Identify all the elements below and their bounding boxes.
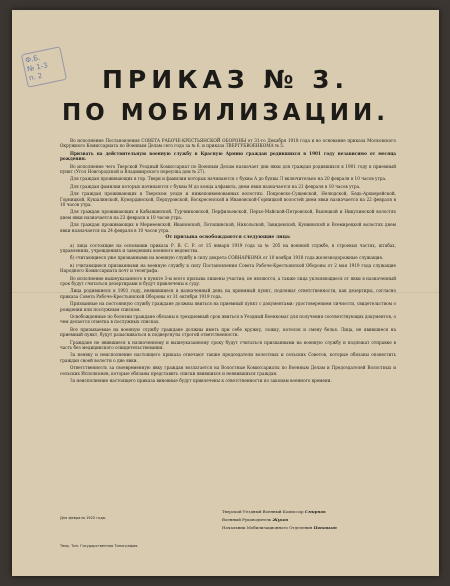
paragraph: Для граждан проживающих в Кабыжинской, Турчинковской, Перфильевской, Перхо-Майской-Петровской, Выпецкой и Никулинской волостях днем явки назначается на 23 февраля в 10 часов утра. — [60, 209, 396, 220]
signature-row — [222, 516, 402, 524]
poster-sheet — [12, 10, 439, 576]
paragraph: Для граждан фамилии которых начинаются с буквы М до конца алфавита, днем явки назначается на 21 февраля в 10 часов утра. — [70, 183, 361, 189]
signature-name: Поповкин — [313, 525, 337, 530]
order-body — [60, 138, 396, 385]
signature-block — [222, 508, 402, 532]
signature-row — [222, 524, 402, 532]
paragraph: в) считающиеся призванными на военную службу в силу Постановления Совета Рабоче-Крестьянской Обороны от 2 мая 1919 года служащие Народного Комиссариата почт и телеграфа. — [60, 262, 396, 274]
archive-stamp: Ф.Б. № 1-3 п. 2 — [21, 46, 67, 88]
paragraph: Призванные на постоянную службу граждане должны явиться на приемный пункт с документами: удостоверением личности, свидетельством о рождении или послужным списком. — [60, 301, 396, 312]
paragraph: а) лица состоящие на основании приказа Р. В. С. Р. от 15 января 1919 года за № 205 на военной службе, в строевых частях, штабах, управлениях, учреждениях и заведениях военного ведомства. — [60, 242, 396, 253]
paragraph: Во исполнение Постановления СОВЕТА РАБОЧЕ-КРЕСТЬЯНСКОЙ ОБОРОНЫ от 31-го Декабря 1918 года и во основание приказа Московского Окружного Комиссариата по Военным Делам сего года за № 6, и приказа ТВЕРГУБВОЕНКОМА № 5. — [60, 138, 396, 149]
section-heading: От призыва освобождаются следующие лица: — [165, 235, 291, 241]
signature-role: Военный Руководитель — [222, 517, 272, 522]
paragraph: За неявку и неисполнение настоящего приказа отвечают также председатели волостных и сельских Советов, которые обязаны оповестить граждан своей волости о дне явки. — [60, 352, 396, 363]
paragraph: За неисполнение настоящего приказа виновные будут привлечены к ответственности по законам военного времени. — [70, 378, 332, 384]
paragraph: б) считающиеся уже призванными на военную службу в силу декрета СОВНАРКОМА от 10 ноября 1918 года железнодорожные служащие. — [70, 255, 384, 261]
paragraph: Призвать на действительную военную службу в Красную Армию граждан родившихся в 1901 году независимо от месяца рождения. — [60, 150, 396, 162]
paragraph: Лица родившиеся в 1901 году, неявившиеся в назначенный день на приемный пункт, подлежат ответственности, как дезертиры, согласно приказа Совета Рабоче-Крестьянской Обороны от 31 октября 1919 года. — [60, 288, 396, 299]
paragraph: Для граждан проживающих в Мермеевской, Ивановской, Лотошинской, Никольской, Завидовской, Кунвинской и Всемирецкой волостях днем явки назначается на 24 февраля в 10 часов утра. — [60, 222, 396, 233]
paragraph: Все призываемые на военную службу граждане должны иметь при себе кружку, ложку, котелок и смену белья. Лица, не явившиеся на приемный пункт, будут разыскиваться и подвергнуты строгой ответственности. — [60, 326, 396, 338]
order-title: ПРИКАЗ № 3. — [101, 65, 350, 94]
paragraph: Освобожденные по болезни граждане обязаны в трехдневный срок явиться в Уездный Военкомат для получения соответствующих документов, о чем делается отметка в послужных списках. — [60, 313, 396, 325]
printer-imprint: Твер. Тип. Государственная Типография. — [60, 544, 139, 548]
signature-role: Тверской Уездный Военный Комиссар — [222, 509, 304, 514]
signature-role: Начальник Мобилизационного Отделения — [222, 525, 313, 530]
signature-row — [222, 508, 402, 516]
paragraph: Во исполнение чего Тверской Уездный Комиссариат по Военным Делам назначает дни явки для граждан родившихся в 1901 году в приемный пункт (Угол Новгородской и Владимирского переулка дом № 27). — [60, 163, 396, 175]
paragraph: Граждане не явившиеся к назначенному и вышеуказанному сроку будут считаться призванными на военную службу и подлежат отправке в часть без медицинского освидетельствования. — [60, 339, 396, 350]
paragraph: Для граждан проживающих в гор. Твери и фамилии которых начинаются с буквы А до буквы Л включительно на 20 февраля в 10 часов утра. — [70, 176, 387, 182]
date-line: Дня февраля 1920 года. — [60, 516, 107, 520]
paragraph: Во исполнение вышеуказанного в пункте 3-м всего призыва лишены участия, не являются, а также лица уклоняющиеся от явки в назначенный срок будут считаться дезертирами и будут привлечены к суду. — [60, 275, 396, 286]
order-subtitle: ПО МОБИЛИЗАЦИИ. — [61, 100, 390, 126]
signature-name: Жуков — [272, 517, 289, 522]
signature-name: Смирнов — [304, 509, 326, 514]
paragraph: Ответственность за своевременную явку граждан возлагается на Волостные Комиссариаты по Военным Делам и Председателей Волостных и сельских Исполкомов, которые обязаны представить списки явившихся и неявившихся граждан. — [60, 365, 396, 376]
paragraph: Для граждан проживающих в Тверском уезде и нижепоименованных волостях: Покровско-Сущевской, Нелюдской, Бедь-Архиерейской, Горницкой, Кушалинской, Кумординской, Перхуровской, Воскресенской и Ивановской-Горницкой волостей днем явки назначается на 22 февраля в 10 часов утра. — [60, 191, 396, 208]
